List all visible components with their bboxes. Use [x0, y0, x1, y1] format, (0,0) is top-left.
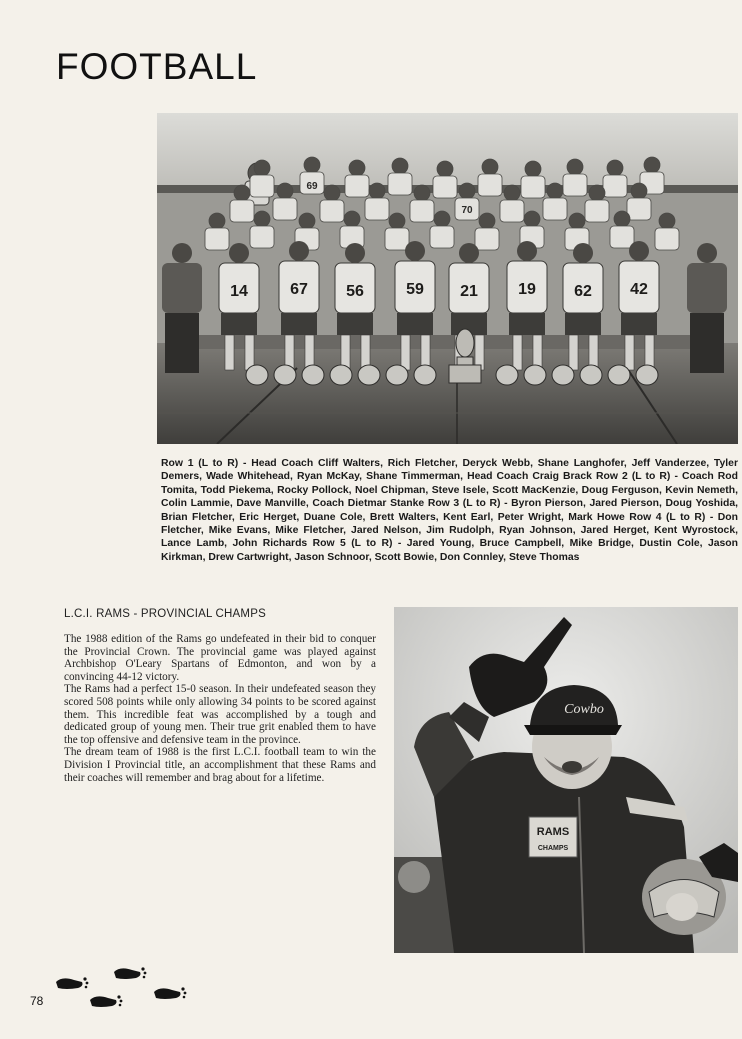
coach-photo-image	[394, 607, 738, 953]
footprint-icon	[114, 968, 141, 979]
jacket-patch-sub: CHAMPS	[537, 845, 569, 852]
story-paragraph: The Rams had a perfect 15-0 season. In their undefeated season they scored 508 points while only allowing 34 points to be scored against them. This incredible feat was accomplished by a tough and dedicated group of young men. Their true grit enabled them to have the top offensive and defensive team in the province.	[64, 683, 376, 746]
jersey-number: 59	[406, 281, 424, 298]
footprints-decoration	[52, 964, 202, 1010]
coach-photo	[394, 607, 738, 953]
jersey-number: 67	[290, 281, 308, 298]
page-number: 78	[30, 994, 44, 1008]
jersey-number: 62	[574, 283, 592, 300]
jersey-number: 19	[518, 281, 536, 298]
team-photo-caption: Row 1 (L to R) - Head Coach Cliff Walters, Rich Fletcher, Deryck Webb, Shane Langhofer, Jeff Vanderzee, Tyler Demers, Wade Whitehead, Ryan McKay, Shane Timmerman, Head Coach Craig Brack Row 2 (L to R) - Coach Rod Tomita, Todd Piekema, Rocky Pollock, Noel Chipman, Steve Isele, Scott MacKenzie, Doug Ferguson, Kevin Nemeth, Colin Lammie, Dave Manville, Coach Dietmar Stanke Row 3 (L to R) - Byron Pierson, Jared Pierson, Doug Yoshida, Brian Fletcher, Eric Herget, Duane Cole, Brett Walters, Kent Earl, Peter Wright, Mark Howe Row 4 (L to R) - Don Fletcher, Mike Evans, Mike Fletcher, Jared Nelson, Jim Rudolph, Ryan Johnson, Jared Herget, Kent Wyrostock, Lance Lamb, John Richards Row 5 (L to R) - Jared Young, Bruce Campbell, Mike Bridge, Dustin Cole, Jason Kirkman, Drew Cartwright, Jason Schnoor, Scott Bowie, Don Connley, Steve Thomas	[161, 458, 738, 563]
jersey-number: 56	[346, 283, 364, 300]
footprint-icon	[90, 996, 117, 1007]
story-paragraph: The dream team of 1988 is the first L.C.I. football team to win the Division I Provincial title, an accomplishment that these Rams and their coaches will remember and brag about for a lifetime.	[64, 746, 376, 784]
jersey-number: 69	[306, 181, 318, 192]
story-heading: L.C.I. RAMS - PROVINCIAL CHAMPS	[64, 608, 266, 620]
story-paragraph: The 1988 edition of the Rams go undefeated in their bid to conquer the Provincial Crown. The provincial game was played against Archbishop O'Leary Spartans of Edmonton, and won by a convincing 44-12 victory.	[64, 633, 376, 683]
team-photo	[157, 113, 738, 444]
cap-logo: Cowbo	[564, 702, 604, 717]
story-body	[64, 633, 376, 784]
page-title: FOOTBALL	[56, 46, 258, 87]
footprint-icon	[56, 978, 83, 989]
jersey-number: 42	[630, 281, 648, 298]
jersey-number: 21	[460, 283, 478, 300]
team-photo-image	[157, 113, 738, 444]
footprint-icon	[154, 988, 181, 999]
jacket-patch: RAMS	[536, 826, 570, 838]
jersey-number: 14	[230, 283, 248, 300]
jersey-number: 70	[461, 205, 473, 216]
